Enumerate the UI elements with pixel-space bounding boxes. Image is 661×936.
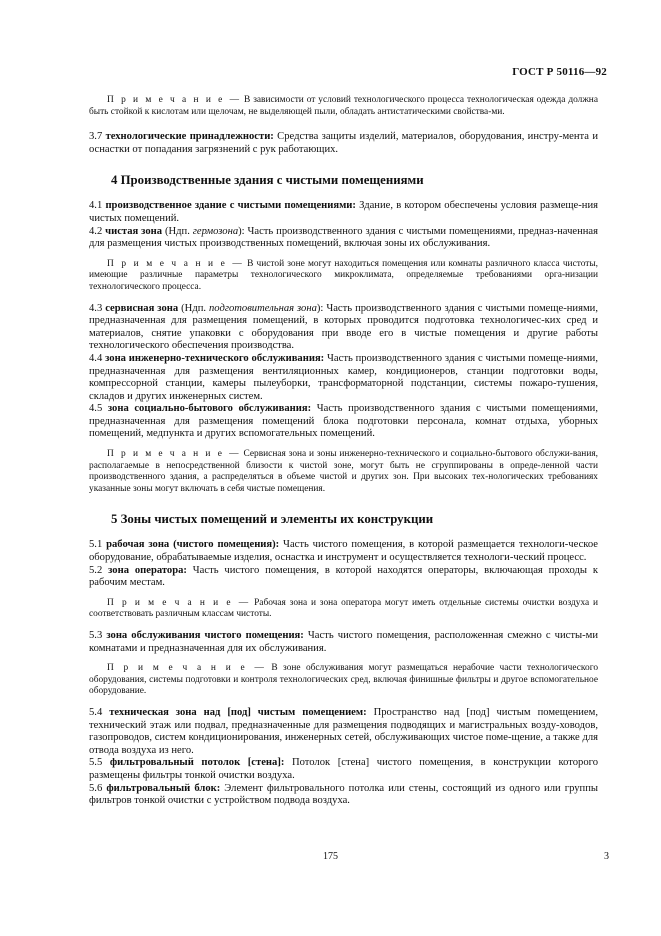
paragraph-3-7 xyxy=(89,131,598,156)
definition: Часть чистого помещения, в которой находятся операторы, включающая проходы к рабочим местам. xyxy=(89,564,599,589)
note-5-2 xyxy=(89,598,598,621)
clause-number: 5.4 xyxy=(89,706,110,718)
deprecated-prefix: (Ндп. xyxy=(162,225,193,237)
definition: Часть производственного здания с чистыми помещениями, предназначенная для размещения помещений блока подготовки персонала, комнат отдыха, уборных помещений, медпункта и других вспомогательных помещений. xyxy=(89,403,598,440)
page-number-right: 3 xyxy=(604,851,609,862)
note-text: В зоне обслуживания могут размещаться нерабочие части технологического оборудования, системы подготовки и контроля технологических сред, включая финишные фильтры и другое вспомогательное оборудование. xyxy=(89,663,599,697)
term: фильтровальный потолок [стена]: xyxy=(109,757,285,769)
term: зона социально-бытового обслуживания: xyxy=(107,403,312,415)
term: технологические принадлежности: xyxy=(105,131,274,143)
definition: Средства защиты изделий, материалов, оборудования, инстру-мента и оснастки от попадания загрязнений с рук работающих. xyxy=(89,131,598,155)
deprecated-term: подготовительная зона xyxy=(209,302,317,314)
deprecated-term: гермозона xyxy=(192,225,239,237)
term: зона инженерно-технического обслуживания: xyxy=(105,352,325,364)
note-4-5 xyxy=(89,449,598,495)
note-3-6 xyxy=(89,95,598,118)
clause-number: 5.6 xyxy=(89,782,107,794)
definition: Здание, в котором обеспечены условия размеще-ния чистых помещений. xyxy=(89,200,598,224)
paragraph-5-4 xyxy=(89,707,598,757)
clause-number: 4.1 xyxy=(89,200,106,212)
clause-number: 4.4 xyxy=(89,352,106,364)
clause-number: 5.1 xyxy=(89,539,107,551)
definition: ): Часть производственного здания с чистыми помеще-ниями, предназначенная для размещения помещений, в которых проводится подготовка технологичес-ких сред и материалов, снятие упаковки с оборудования при вводе его в чистые помещения и другие работы технологического обеспечения производства. xyxy=(89,302,598,352)
paragraph-5-2 xyxy=(89,565,598,590)
definition: Элемент фильтровального потолка или стены, состоящий из одного или группы фильтров тонкой очистки с устройством подвода воздуха. xyxy=(89,782,598,807)
note-5-3 xyxy=(89,663,598,698)
note-label: П р и м е ч а н и е — xyxy=(107,95,242,105)
clause-number: 5.3 xyxy=(89,630,107,641)
definition: Потолок [стена] чистого помещения, в конструкции которого размещены фильтры тонкой очистки воздуха. xyxy=(89,757,599,781)
clause-number: 3.7 xyxy=(89,131,106,143)
definition: Часть чистого помещения, расположенная смежно с чисты-ми комнатами и предназначенная для их обслуживания. xyxy=(89,630,598,654)
clause-number: 4.2 xyxy=(89,225,106,237)
definition: ): Часть производственного здания с чистыми помещениями, предназ-наченная для размещения чистых производственных помещений, включая зоны их обслуживания. xyxy=(89,225,599,250)
page-number-center: 175 xyxy=(323,851,338,862)
paragraph-4-1 xyxy=(89,200,598,225)
term: зона обслуживания чистого помещения: xyxy=(106,630,304,641)
note-label: П р и м е ч а н и е — xyxy=(107,597,251,608)
clause-number: 4.5 xyxy=(89,403,108,415)
note-text: В чистой зоне могут находиться помещения или комнаты различного класса чистоты, имеющие различные параметры технологического микроклимата, определяемые требованиями орга-низации технологического процесса. xyxy=(89,258,599,292)
clause-number: 5.2 xyxy=(89,564,109,576)
paragraph-5-1 xyxy=(89,539,598,564)
paragraph-5-3 xyxy=(89,630,598,655)
term: рабочая зона (чистого помещения): xyxy=(106,539,280,551)
paragraph-4-4 xyxy=(89,353,598,403)
note-label: П р и м е ч а н и е — xyxy=(107,258,244,269)
standard-code: ГОСТ Р 50116—92 xyxy=(512,66,607,78)
note-text: Сервисная зона и зоны инженерно-технического и социально-бытового обслужи-вания, располагаемые в непосредственной близости к чистой зоне, могут быть не сгруппированы в опреде-ленной части производственного здания, а распределяться в объеме чистой и других зон. При высоких тех-нологических требованиях указанные зоны могут включать в себя чистые помещения. xyxy=(89,449,598,494)
paragraph-4-3 xyxy=(89,303,598,353)
definition: Часть производственного здания с чистыми помеще-ниями, предназначенная для размещения вентиляционных камер, кондиционеров, станции подготовки воды, компрессорной станции, камеры пылеуборки, трансформаторной подстанции, системы пожаро-тушения, складов и других инженерных систем. xyxy=(89,352,598,402)
clause-number: 5.5 xyxy=(89,757,110,769)
term: фильтровальный блок: xyxy=(106,782,221,794)
term: чистая зона xyxy=(105,225,163,237)
note-label: П р и м е ч а н и е — xyxy=(107,663,267,674)
note-4-2 xyxy=(89,259,598,294)
term: производственное здание с чистыми помещениями: xyxy=(105,200,356,212)
note-label: П р и м е ч а н и е — xyxy=(107,449,241,460)
clause-number: 4.3 xyxy=(89,302,106,314)
deprecated-prefix: (Ндп. xyxy=(178,302,209,314)
definition: Часть чистого помещения, в которой размещается технологи-ческое оборудование, обрабатываемые изделия, оснастка и инструмент и осуществляется технологи-ческий процесс. xyxy=(89,539,599,564)
note-text: В зависимости от условий технологического процесса технологическая одежда должна быть стойкой к кислотам или щелочам, не выделяющей пыли, обладать антистатическими свойства-ми. xyxy=(89,95,598,117)
document-body xyxy=(89,95,598,808)
paragraph-5-5 xyxy=(89,757,598,782)
term: сервисная зона xyxy=(105,302,179,314)
term: зона оператора: xyxy=(108,564,187,576)
section-heading-4: 4 Производственные здания с чистыми помещениями xyxy=(111,173,424,188)
term: техническая зона над [под] чистым помещением: xyxy=(109,706,367,718)
note-text: Рабочая зона и зона оператора могут иметь отдельные системы очистки воздуха и соответствовать различным классам чистоты. xyxy=(89,597,598,620)
paragraph-4-5 xyxy=(89,403,598,441)
section-heading-5: 5 Зоны чистых помещений и элементы их конструкции xyxy=(111,512,434,527)
paragraph-5-6 xyxy=(89,783,598,808)
definition: Пространство над [под] чистым помещением, технический этаж или подвал, предназначенные для размещения подводящих и магистральных возду-ховодов, газопроводов, систем кондиционирования, инженерных сетей, обслуживающих чистое поме-щение, а также для отвода воздуха из него. xyxy=(89,706,598,756)
paragraph-4-2 xyxy=(89,226,598,251)
